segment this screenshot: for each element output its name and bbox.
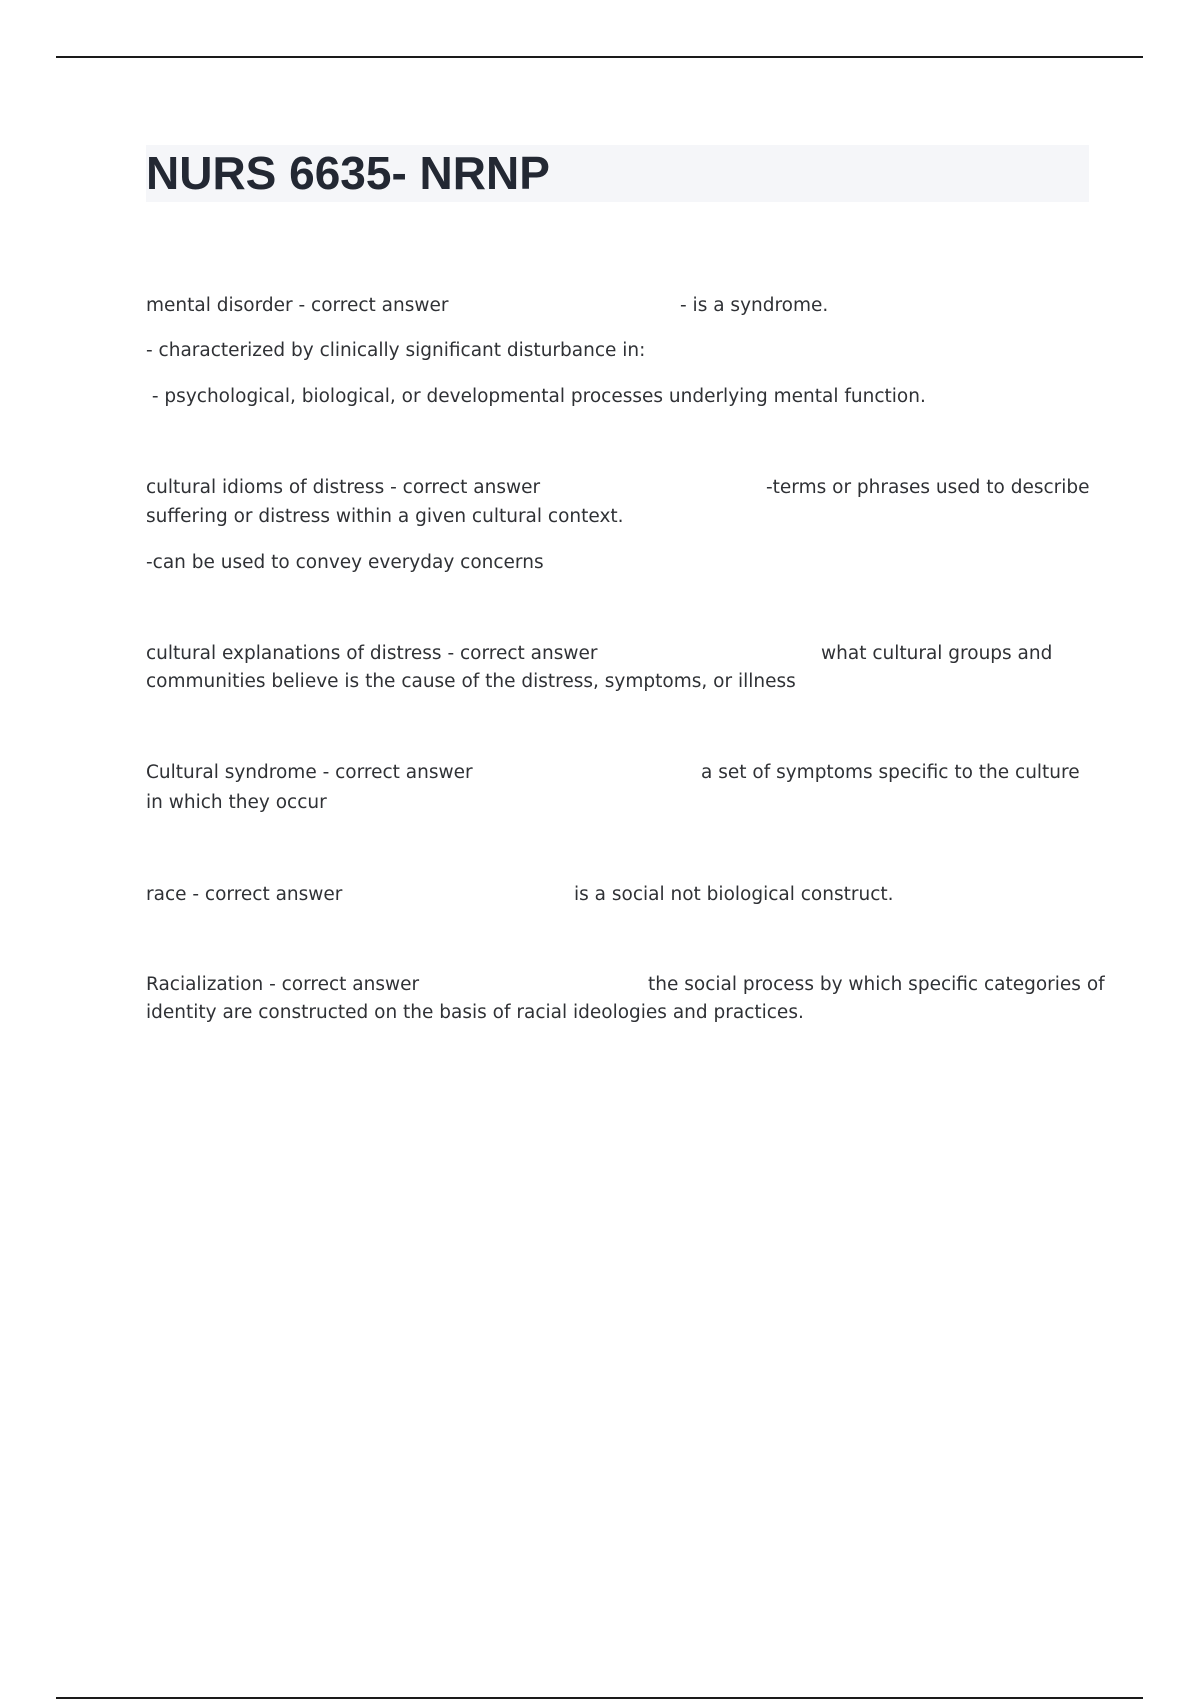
bottom-rule (56, 1697, 1143, 1699)
entry-definition-cultural-idioms: -terms or phrases used to describe (766, 477, 1090, 498)
entry-definition-cultural-syndrome: a set of symptoms specific to the culture (701, 762, 1080, 783)
entry-definition-continuation: identity are constructed on the basis of racial ideologies and practices. (146, 1002, 804, 1023)
entry-term-cultural-idioms: cultural idioms of distress - correct answer (146, 477, 541, 498)
entry-detail-line: - psychological, biological, or developmental processes underlying mental function. (146, 386, 926, 407)
entry-definition-continuation: suffering or distress within a given cultural context. (146, 506, 624, 527)
entry-definition-race: is a social not biological construct. (574, 884, 894, 905)
entry-definition-continuation: in which they occur (146, 792, 327, 813)
entry-term-cultural-explanations: cultural explanations of distress - correct answer (146, 643, 598, 664)
entry-definition-continuation: communities believe is the cause of the distress, symptoms, or illness (146, 671, 796, 692)
top-rule (56, 56, 1143, 58)
entry-detail-line: -can be used to convey everyday concerns (146, 552, 544, 573)
entry-definition-racialization: the social process by which specific categories of (648, 974, 1105, 995)
entry-detail-line: - characterized by clinically significant disturbance in: (146, 340, 646, 361)
entry-term-race: race - correct answer (146, 884, 343, 905)
document-title: NURS 6635- NRNP (146, 147, 550, 199)
entry-term-mental-disorder: mental disorder - correct answer (146, 295, 449, 316)
entry-definition-mental-disorder: - is a syndrome. (680, 295, 829, 316)
entry-definition-cultural-explanations: what cultural groups and (821, 643, 1053, 664)
entry-term-racialization: Racialization - correct answer (146, 974, 420, 995)
entry-term-cultural-syndrome: Cultural syndrome - correct answer (146, 762, 473, 783)
